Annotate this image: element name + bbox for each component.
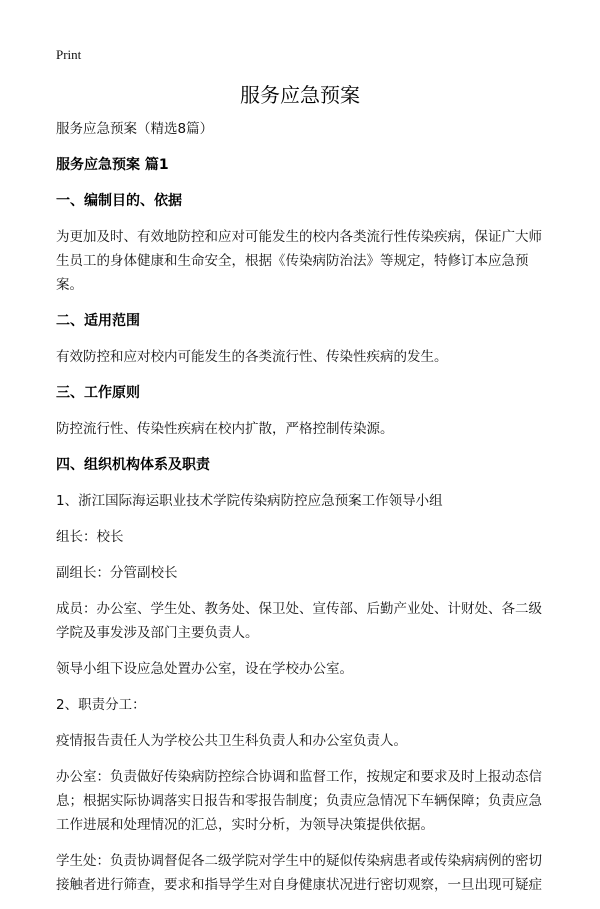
document-subtitle: 服务应急预案（精选8篇） <box>56 121 214 137</box>
page-title: 服务应急预案 <box>240 83 360 107</box>
section-heading: 一、编制目的、依据 <box>56 193 182 209</box>
section-heading: 二、适用范围 <box>56 313 140 329</box>
paragraph: 防控流行性、传染性疾病在校内扩散，严格控制传染源。 <box>56 421 394 437</box>
paragraph: 组长：校长 <box>56 529 124 545</box>
print-link[interactable]: Print <box>56 47 82 62</box>
paragraph: 为更加及时、有效地防控和应对可能发生的校内各类流行性传染疾病，保证广大师生员工的身体健康和生命安全，根据《传染病防治法》等规定，特修订本应急预案。 <box>56 229 542 293</box>
paragraph: 副组长：分管副校长 <box>56 565 178 581</box>
paragraph: 疫情报告责任人为学校公共卫生科负责人和办公室负责人。 <box>56 733 407 749</box>
paragraph: 学生处：负责协调督促各二级学院对学生中的疑似传染病患者或传染病病例的密切接触者进行筛查，要求和指导学生对自身健康状况进行密切观察，一旦出现可疑症 <box>56 853 542 893</box>
document-body <box>56 117 548 909</box>
section-heading: 四、组织机构体系及职责 <box>56 457 210 473</box>
section-heading: 三、工作原则 <box>56 385 140 401</box>
article-heading: 服务应急预案 篇1 <box>56 157 169 173</box>
paragraph: 2、职责分工： <box>56 697 146 713</box>
paragraph: 1、浙江国际海运职业技术学院传染病防控应急预案工作领导小组 <box>56 493 443 509</box>
paragraph: 成员：办公室、学生处、教务处、保卫处、宣传部、后勤产业处、计财处、各二级学院及事发涉及部门主要负责人。 <box>56 601 542 641</box>
paragraph: 有效防控和应对校内可能发生的各类流行性、传染性疾病的发生。 <box>56 349 448 365</box>
paragraph: 办公室：负责做好传染病防控综合协调和监督工作，按规定和要求及时上报动态信息；根据实际协调落实日报告和零报告制度；负责应急情况下车辆保障；负责应急工作进展和处理情况的汇总，实时分析，为领导决策提供依据。 <box>56 769 542 833</box>
paragraph: 领导小组下设应急处置办公室，设在学校办公室。 <box>56 661 353 677</box>
